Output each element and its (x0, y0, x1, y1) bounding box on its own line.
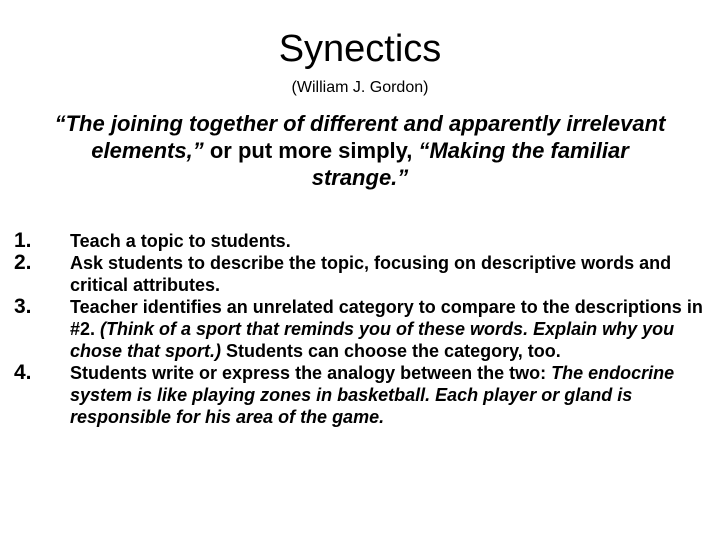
definition-quote (40, 110, 680, 191)
step-text: Ask students to describe the topic, focusing on descriptive words and critical attributes. (70, 253, 672, 295)
quote-part-2: or put more simply, (203, 138, 419, 163)
step-italic-text: (Think of a sport that reminds you of these words. Explain why you chose that sport.) (70, 319, 675, 361)
step-text: Students write or express the analogy between the two: (70, 363, 552, 383)
step-number: 3. (14, 295, 32, 318)
step-text-after: Students can choose the category, too. (221, 341, 561, 361)
step-italic-text: The endocrine system is like playing zones in basketball. Each player or gland is responsible for his area of the game. (70, 363, 675, 427)
step-number: 2. (14, 251, 32, 274)
step-item (14, 252, 706, 296)
step-text: Teacher identifies an unrelated category to compare to the descriptions in #2. (70, 297, 703, 339)
step-item (14, 296, 706, 362)
quote-part-3: “Making the familiar strange.” (311, 138, 629, 190)
step-item (14, 230, 706, 252)
step-number: 1. (14, 229, 32, 252)
slide-subtitle: (William J. Gordon) (291, 79, 429, 96)
quote-part-1: “The joining together of different and apparently irrelevant elements,” (54, 111, 666, 163)
steps-list (14, 230, 706, 428)
step-text: Teach a topic to students. (70, 231, 291, 251)
step-item (14, 362, 706, 428)
slide-title: Synectics (278, 28, 442, 70)
step-number: 4. (14, 361, 32, 384)
